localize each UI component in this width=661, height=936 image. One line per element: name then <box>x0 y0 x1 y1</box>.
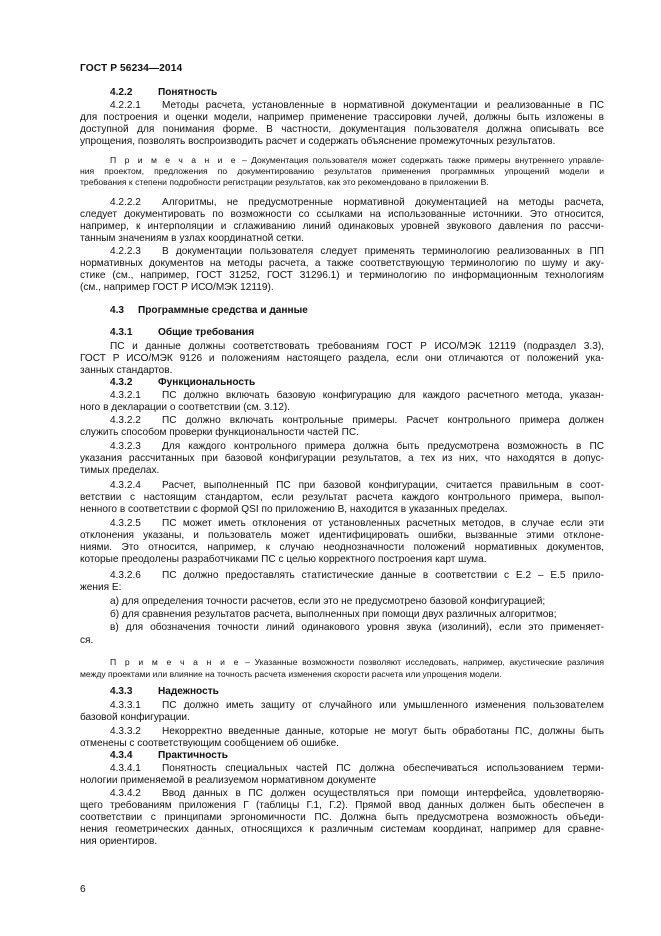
para-line: ния ориентиров. <box>80 836 158 847</box>
para-number: 4.2.2.2 <box>110 197 141 208</box>
note-text: – Указанные возможности позволяют исследовать, например, акустические различия <box>240 657 604 667</box>
para-text: В документации пользователя следует применять терминологию реализованных в ПП <box>162 246 604 257</box>
note-line: требования к степени подробности регистрации результатов, как это рекомендовано в приложении В. <box>80 177 489 187</box>
para-text: ПС может иметь отклонения от установленных расчетных методов, в случае если эти <box>162 518 604 529</box>
para-line: стике (см., например, ГОСТ 31252, ГОСТ 31296.1) и терминологию по информационным технологиям <box>80 270 604 281</box>
para-text: Понятность специальных частей ПС должна обеспечиваться использованием терми- <box>162 763 604 774</box>
note-label: П р и м е ч а н и е <box>110 657 241 667</box>
list-item-c-continuation: ся. <box>80 635 94 646</box>
section-title: Программные средства и данные <box>138 305 308 316</box>
section-4-2-2-heading <box>110 87 217 99</box>
section-title: Понятность <box>158 87 218 98</box>
para-line: для построения и оценки модели, например применение трассировки лучей, должны быть изложены в <box>80 112 604 123</box>
para-4-2-2-3-line-1 <box>110 246 604 258</box>
note-text: – Документация пользователя может содержать также примеры внутреннего управле- <box>237 155 604 165</box>
section-title: Общие требования <box>158 327 255 338</box>
para-line: указания рассчитанных при базовой конфигурации результатов, а тех из них, что находятся в допус- <box>80 453 604 464</box>
note-1-line-1 <box>110 155 604 166</box>
para-line: упрощения, позволять воспроизводить расчет и содержать объяснение промежуточных результатов. <box>80 136 556 147</box>
para-line: нения геометрических данных, относящихся к различным системам координат, например для сравне- <box>80 824 604 835</box>
para-number: 4.3.3.2 <box>110 726 141 737</box>
para-4-2-2-2-line-1 <box>110 197 604 209</box>
para-text: ПС должно иметь защиту от случайного или умышленного изменения пользователем <box>162 700 604 711</box>
para-line: соответствии с принципами эргономичности ПС. Должна быть предусмотрена возможность объеди- <box>80 812 604 823</box>
para-4-3-2-3-line-1 <box>110 441 604 453</box>
note-line: ния проектом, предложения по документированию результатов применения программных упрощений модели и <box>80 166 604 176</box>
para-line: отменены с соответствующим сообщением об ошибке. <box>80 738 340 749</box>
list-item-c: в) для обозначения точности линий одинакового уровня звука (изолиний), если это применяет- <box>110 622 604 633</box>
note-2-line-1 <box>110 657 604 668</box>
para-line: которые преодолены разработчиками ПС с целью корректного построения карт шума. <box>80 554 487 565</box>
para-number: 4.3.4.2 <box>110 788 141 799</box>
note-line: между проектами или влияние на точность расчета изменения скорости расчета или упрощения модели. <box>80 669 502 679</box>
section-title: Надежность <box>158 686 219 697</box>
section-4-3-heading <box>110 305 308 317</box>
para-number: 4.3.2.3 <box>110 441 141 452</box>
para-text: ПС должно включать базовую конфигурацию для каждого расчетного метода, указан- <box>162 390 604 401</box>
para-number: 4.3.2.1 <box>110 390 141 401</box>
para-text: Для каждого контрольного примера должна быть предусмотрена возможность в ПС <box>162 441 604 452</box>
section-number: 4.3.4 <box>110 750 133 761</box>
para-number: 4.3.2.2 <box>110 415 141 426</box>
para-line: доступной для понимания форме. В частности, документация пользователя должна описывать все <box>80 124 604 135</box>
para-text: Расчет, выполненный ПС при базовой конфигурации, считается правильным в соот- <box>162 480 604 491</box>
para-4-3-2-1-line-1 <box>110 390 604 402</box>
para-line: ГОСТ Р ИСО/МЭК 9126 и положениям настоящего раздела, если они отличаются от положений ука- <box>80 353 604 364</box>
page-header-title: ГОСТ Р 56234—2014 <box>80 63 183 74</box>
para-line: занных стандартов. <box>80 365 173 376</box>
section-4-3-2-heading <box>110 377 255 389</box>
para-text: ПС должно включать контрольные примеры. Расчет контрольного примера должен <box>162 415 604 426</box>
list-item-a: а) для определения точности расчетов, если это не предусмотрено базовой конфигурацией; <box>110 596 546 607</box>
para-4-3-3-1-line-1 <box>110 700 604 712</box>
section-4-3-4-heading <box>110 750 228 762</box>
section-number: 4.3.3 <box>110 686 133 697</box>
para-line: танным значениям в узлах координатной сетки. <box>80 233 304 244</box>
para-line: например, к интерполяции и сглаживанию линий одинаковых уровней звукового давления по рассчи- <box>80 221 604 232</box>
para-number: 4.3.2.4 <box>110 480 141 491</box>
para-4-3-2-6-line-1 <box>110 570 604 582</box>
para-text: Алгоритмы, не предусмотренные нормативной документацией на методы расчета, <box>162 197 604 208</box>
page-number: 6 <box>80 884 86 895</box>
para-line: отклонения указаны, и пользователь может идентифицировать ошибки, вызванные этими отклоне- <box>80 530 604 541</box>
para-4-3-3-2-line-1 <box>110 726 604 738</box>
para-number: 4.3.2.6 <box>110 570 141 581</box>
section-4-3-1-heading <box>110 327 254 339</box>
para-line: ПС и данные должны соответствовать требованиям ГОСТ Р ИСО/МЭК 12119 (подраздел 3.3), <box>110 341 604 352</box>
para-number: 4.3.3.1 <box>110 700 141 711</box>
para-line: ниями. Это относится, например, к случаю неоднозначности положений нормативных документов, <box>80 542 604 553</box>
list-item-b: б) для сравнения результатов расчета, выполненных при помощи двух различных алгоритмов; <box>110 609 557 620</box>
para-line: ветствии с настоящим стандартом, если результат расчета каждого контрольного примера, выпол- <box>80 492 604 503</box>
para-text: ПС должно предоставлять статистические данные в соответствии с Е.2 – Е.5 прило- <box>162 570 604 581</box>
para-line: нологии применяемой в реализуемом нормативном документе <box>80 775 377 786</box>
para-text: Некорректно введенные данные, которые не могут быть обработаны ПС, должны быть <box>162 726 604 737</box>
para-4-3-4-2-line-1 <box>110 788 604 800</box>
para-4-2-2-1-line-1 <box>110 100 604 112</box>
para-line: щего требованиям приложения Г (таблицы Г.1, Г.2). Прямой ввод данных должен быть обеспечен в <box>80 800 604 811</box>
para-line: нормативных документов на методы расчета, а также соответствующую терминологию по шуму и аку- <box>80 258 604 269</box>
para-number: 4.3.2.5 <box>110 518 141 529</box>
para-line: тимых пределах. <box>80 465 160 476</box>
para-number: 4.3.4.1 <box>110 763 141 774</box>
note-label: П р и м е ч а н и е <box>110 155 238 165</box>
para-4-3-2-4-line-1 <box>110 480 604 492</box>
para-line: служить способом проверки функциональности частей ПС. <box>80 427 359 438</box>
section-number: 4.3 <box>110 305 125 316</box>
para-line: следует документировать по возможности со ссылками на использованные источники. Это относится, <box>80 209 604 220</box>
para-number: 4.2.2.1 <box>110 100 141 111</box>
section-title: Практичность <box>158 750 228 761</box>
para-line: базовой конфигурации. <box>80 712 190 723</box>
para-4-3-2-2-line-1 <box>110 415 604 427</box>
para-line: ненного в соответствии с формой QSI по приложению В, находится в указанных пределах. <box>80 504 508 515</box>
para-4-3-4-1-line-1 <box>110 763 604 775</box>
section-title: Функциональность <box>158 377 256 388</box>
section-number: 4.3.1 <box>110 327 133 338</box>
para-text: Ввод данных в ПС должен осуществляться при помощи интерфейса, удовлетворяю- <box>162 788 604 799</box>
para-text: Методы расчета, установленные в нормативной документации и реализованные в ПС <box>162 100 604 111</box>
para-number: 4.2.2.3 <box>110 246 141 257</box>
section-number: 4.2.2 <box>110 87 133 98</box>
para-line: ного в декларации о соответствии (см. 3.12). <box>80 402 290 413</box>
section-4-3-3-heading <box>110 686 219 698</box>
para-line: жения Е: <box>80 582 122 593</box>
para-line: (см., например ГОСТ Р ИСО/МЭК 12119). <box>80 282 274 293</box>
para-4-3-2-5-line-1 <box>110 518 604 530</box>
section-number: 4.3.2 <box>110 377 133 388</box>
